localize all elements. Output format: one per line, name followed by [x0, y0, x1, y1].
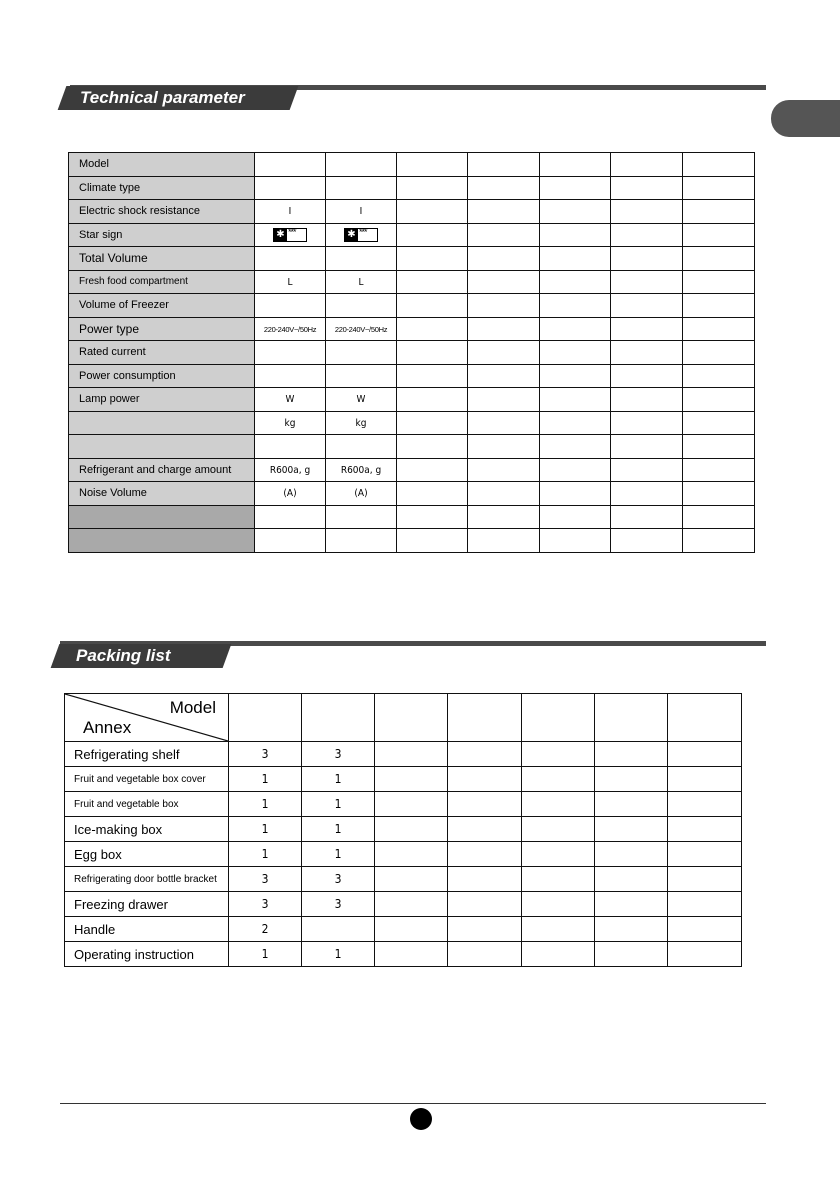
tech-empty-cell — [540, 505, 611, 529]
tech-value-cell — [255, 294, 326, 318]
tech-row-label — [69, 411, 255, 435]
tech-value-cell — [326, 341, 397, 365]
tech-empty-cell — [611, 435, 683, 459]
packing-quantity-cell: 1 — [302, 817, 375, 842]
packing-item-label: Handle — [65, 917, 229, 942]
tech-value-text: (A) — [283, 488, 297, 500]
packing-quantity-cell: 1 — [229, 842, 302, 867]
tech-empty-cell — [397, 223, 468, 247]
tech-value-cell — [255, 458, 326, 482]
packing-empty-cell — [375, 842, 448, 867]
tech-value-cell — [255, 388, 326, 412]
tech-empty-cell — [540, 294, 611, 318]
tech-empty-cell — [468, 223, 540, 247]
tech-empty-cell — [611, 529, 683, 553]
packing-quantity-cell: 2 — [229, 917, 302, 942]
tech-row — [69, 435, 755, 459]
packing-empty-cell — [595, 942, 668, 967]
packing-row — [65, 842, 742, 867]
tech-empty-cell — [397, 200, 468, 224]
tech-value-cell — [326, 482, 397, 506]
packing-empty-cell — [595, 792, 668, 817]
model-annex-header-cell — [65, 694, 229, 742]
tech-empty-cell — [683, 200, 755, 224]
tech-value-text: kg — [284, 417, 296, 429]
tech-empty-cell — [397, 505, 468, 529]
tech-row — [69, 411, 755, 435]
packing-empty-cell — [522, 942, 595, 967]
tech-empty-cell — [683, 317, 755, 341]
tech-row — [69, 482, 755, 506]
tech-value-cell — [326, 247, 397, 271]
packing-row — [65, 892, 742, 917]
tech-row — [69, 529, 755, 553]
packing-header-cell — [448, 694, 522, 742]
tech-value-cell — [326, 153, 397, 177]
packing-quantity-cell: 3 — [302, 742, 375, 767]
tech-empty-cell — [683, 153, 755, 177]
packing-empty-cell — [448, 817, 522, 842]
tech-empty-cell — [683, 270, 755, 294]
tech-empty-cell — [611, 200, 683, 224]
tech-empty-cell — [540, 388, 611, 412]
tech-value-cell — [255, 153, 326, 177]
tech-empty-cell — [397, 317, 468, 341]
packing-empty-cell — [595, 867, 668, 892]
packing-header-cell — [229, 694, 302, 742]
tech-value-cell — [326, 458, 397, 482]
packing-empty-cell — [375, 867, 448, 892]
tech-value-cell — [255, 529, 326, 553]
tech-empty-cell — [683, 176, 755, 200]
tech-empty-cell — [683, 223, 755, 247]
tech-row — [69, 200, 755, 224]
tech-row — [69, 153, 755, 177]
tech-value-text: W — [285, 394, 295, 406]
packing-quantity-cell: 1 — [302, 767, 375, 792]
packing-row — [65, 917, 742, 942]
tech-empty-cell — [468, 341, 540, 365]
tech-value-cell — [255, 176, 326, 200]
packing-empty-cell — [668, 942, 742, 967]
tech-value-cell — [255, 270, 326, 294]
tech-empty-cell — [540, 317, 611, 341]
technical-title: Technical parameter — [80, 88, 245, 107]
tech-row — [69, 270, 755, 294]
packing-item-label: Ice-making box — [65, 817, 229, 842]
tech-empty-cell — [611, 505, 683, 529]
tech-value-cell — [255, 200, 326, 224]
tech-value-cell — [255, 341, 326, 365]
tech-empty-cell — [540, 153, 611, 177]
tech-empty-cell — [683, 364, 755, 388]
tech-row — [69, 388, 755, 412]
packing-quantity-cell: 1 — [229, 942, 302, 967]
tech-empty-cell — [611, 176, 683, 200]
tech-empty-cell — [468, 529, 540, 553]
tech-row — [69, 458, 755, 482]
packing-quantity-cell: 3 — [302, 867, 375, 892]
tech-empty-cell — [611, 153, 683, 177]
tech-empty-cell — [540, 223, 611, 247]
tech-row — [69, 223, 755, 247]
packing-quantity-cell: 3 — [229, 892, 302, 917]
packing-quantity-cell — [302, 917, 375, 942]
packing-empty-cell — [448, 842, 522, 867]
tech-empty-cell — [683, 435, 755, 459]
tech-row — [69, 247, 755, 271]
packing-item-label: Fruit and vegetable box — [65, 792, 229, 817]
tech-value-cell — [255, 364, 326, 388]
tech-empty-cell — [468, 411, 540, 435]
tech-empty-cell — [683, 458, 755, 482]
packing-empty-cell — [522, 792, 595, 817]
snowflake-icon: ✱ — [274, 229, 287, 241]
packing-empty-cell — [668, 842, 742, 867]
tech-row-label: Power consumption — [69, 364, 255, 388]
tech-empty-cell — [468, 200, 540, 224]
packing-empty-cell — [668, 742, 742, 767]
tech-empty-cell — [468, 505, 540, 529]
tech-empty-cell — [611, 411, 683, 435]
packing-empty-cell — [595, 842, 668, 867]
packing-header-cell — [595, 694, 668, 742]
tech-empty-cell — [397, 341, 468, 365]
tech-empty-cell — [611, 482, 683, 506]
tech-empty-cell — [683, 341, 755, 365]
tech-value-cell — [326, 270, 397, 294]
packing-item-label: Refrigerating shelf — [65, 742, 229, 767]
packing-empty-cell — [595, 892, 668, 917]
tech-empty-cell — [397, 435, 468, 459]
tech-empty-cell — [540, 411, 611, 435]
tech-value-text: I — [288, 206, 292, 218]
packing-empty-cell — [522, 892, 595, 917]
packing-item-label: Freezing drawer — [65, 892, 229, 917]
snowflake-icon: ✱ — [345, 229, 358, 241]
packing-header-cell — [522, 694, 595, 742]
packing-title: Packing list — [76, 646, 171, 665]
tech-row-label: Star sign — [69, 223, 255, 247]
packing-quantity-cell: 1 — [229, 817, 302, 842]
packing-item-label: Egg box — [65, 842, 229, 867]
tech-value-cell — [255, 435, 326, 459]
packing-item-label: Fruit and vegetable box cover — [65, 767, 229, 792]
tech-empty-cell — [468, 482, 540, 506]
packing-empty-cell — [448, 792, 522, 817]
packing-empty-cell — [448, 742, 522, 767]
packing-empty-cell — [522, 867, 595, 892]
packing-empty-cell — [595, 767, 668, 792]
tech-row-label: Noise Volume — [69, 482, 255, 506]
packing-empty-cell — [595, 917, 668, 942]
packing-row — [65, 867, 742, 892]
packing-empty-cell — [522, 767, 595, 792]
packing-quantity-cell: 1 — [302, 792, 375, 817]
tech-value-cell — [255, 482, 326, 506]
tech-empty-cell — [397, 294, 468, 318]
tech-value-cell — [255, 223, 326, 247]
tech-value-text: R600a, g — [269, 464, 311, 476]
packing-empty-cell — [375, 892, 448, 917]
tech-row-label: Lamp power — [69, 388, 255, 412]
tech-row — [69, 364, 755, 388]
packing-empty-cell — [522, 742, 595, 767]
tech-empty-cell — [397, 247, 468, 271]
tech-value-cell — [326, 435, 397, 459]
tech-row-label — [69, 529, 255, 553]
packing-empty-cell — [448, 942, 522, 967]
tech-value-text: kg — [355, 417, 367, 429]
tech-empty-cell — [611, 458, 683, 482]
packing-empty-cell — [375, 942, 448, 967]
tech-empty-cell — [611, 294, 683, 318]
tech-row-label — [69, 435, 255, 459]
packing-empty-cell — [375, 742, 448, 767]
tech-row-label — [69, 505, 255, 529]
tech-row-label: Power type — [69, 317, 255, 341]
tech-value-cell — [255, 505, 326, 529]
tech-empty-cell — [540, 364, 611, 388]
packing-quantity-cell: 3 — [229, 867, 302, 892]
tech-value-cell — [326, 364, 397, 388]
tech-empty-cell — [468, 388, 540, 412]
tech-value-cell — [326, 505, 397, 529]
packing-row — [65, 792, 742, 817]
packing-empty-cell — [448, 767, 522, 792]
annex-header-label: Annex — [83, 718, 132, 737]
tech-empty-cell — [397, 482, 468, 506]
tech-value-cell — [326, 529, 397, 553]
page-number-dot — [410, 1108, 432, 1130]
tech-empty-cell — [540, 200, 611, 224]
packing-row — [65, 742, 742, 767]
tech-empty-cell — [397, 411, 468, 435]
packing-empty-cell — [668, 917, 742, 942]
tech-empty-cell — [611, 270, 683, 294]
packing-empty-cell — [375, 767, 448, 792]
tech-value-text: L — [358, 276, 364, 288]
tech-row — [69, 176, 755, 200]
packing-empty-cell — [448, 867, 522, 892]
packing-quantity-cell: 1 — [229, 767, 302, 792]
tech-empty-cell — [683, 247, 755, 271]
tech-empty-cell — [611, 364, 683, 388]
packing-empty-cell — [595, 817, 668, 842]
tech-row — [69, 341, 755, 365]
tech-row — [69, 294, 755, 318]
technical-parameter-table — [68, 152, 755, 553]
tech-value-cell — [326, 388, 397, 412]
tech-value-text: 220-240V~/50Hz — [334, 324, 388, 334]
tech-empty-cell — [468, 317, 540, 341]
tech-value-cell — [326, 176, 397, 200]
tech-empty-cell — [397, 270, 468, 294]
tech-empty-cell — [468, 294, 540, 318]
tech-empty-cell — [468, 270, 540, 294]
rating-stars: *** — [288, 226, 296, 237]
tech-empty-cell — [468, 153, 540, 177]
tech-empty-cell — [468, 458, 540, 482]
tech-row-label: Climate type — [69, 176, 255, 200]
packing-quantity-cell: 3 — [229, 742, 302, 767]
tech-value-text: L — [287, 276, 293, 288]
packing-empty-cell — [522, 842, 595, 867]
packing-empty-cell — [522, 917, 595, 942]
tech-value-cell — [326, 200, 397, 224]
tech-empty-cell — [611, 247, 683, 271]
tech-empty-cell — [611, 223, 683, 247]
tech-empty-cell — [397, 388, 468, 412]
packing-quantity-cell: 1 — [302, 842, 375, 867]
tech-empty-cell — [683, 482, 755, 506]
packing-item-label: Refrigerating door bottle bracket — [65, 867, 229, 892]
tech-empty-cell — [397, 153, 468, 177]
tech-empty-cell — [540, 482, 611, 506]
tech-row — [69, 317, 755, 341]
packing-quantity-cell: 3 — [302, 892, 375, 917]
tech-value-cell — [326, 223, 397, 247]
packing-empty-cell — [522, 817, 595, 842]
freezer-star-rating-icon — [273, 228, 307, 242]
packing-empty-cell — [668, 867, 742, 892]
tech-empty-cell — [397, 529, 468, 553]
tech-row-label: Fresh food compartment — [69, 270, 255, 294]
tech-row-label: Model — [69, 153, 255, 177]
tech-value-cell — [255, 411, 326, 435]
packing-header-cell — [375, 694, 448, 742]
packing-empty-cell — [595, 742, 668, 767]
tech-empty-cell — [540, 270, 611, 294]
packing-header-row — [65, 694, 742, 742]
packing-empty-cell — [375, 917, 448, 942]
packing-empty-cell — [668, 767, 742, 792]
tech-empty-cell — [540, 458, 611, 482]
tech-empty-cell — [683, 505, 755, 529]
rating-stars: *** — [359, 226, 367, 237]
packing-empty-cell — [375, 792, 448, 817]
tech-value-text: 220-240V~/50Hz — [263, 324, 317, 334]
tech-value-text: (A) — [354, 488, 368, 500]
packing-row — [65, 942, 742, 967]
tech-row-label: Total Volume — [69, 247, 255, 271]
tech-empty-cell — [611, 388, 683, 412]
tech-empty-cell — [397, 176, 468, 200]
packing-empty-cell — [668, 817, 742, 842]
packing-header-cell — [302, 694, 375, 742]
packing-list-table — [64, 693, 742, 967]
tech-value-cell — [326, 294, 397, 318]
tech-empty-cell — [540, 176, 611, 200]
tech-row-label: Electric shock resistance — [69, 200, 255, 224]
tech-empty-cell — [683, 294, 755, 318]
tech-empty-cell — [611, 317, 683, 341]
packing-quantity-cell: 1 — [229, 792, 302, 817]
tech-empty-cell — [468, 176, 540, 200]
packing-empty-cell — [375, 817, 448, 842]
tech-value-cell — [326, 411, 397, 435]
tech-empty-cell — [683, 388, 755, 412]
packing-row — [65, 817, 742, 842]
tech-row — [69, 505, 755, 529]
tech-empty-cell — [611, 341, 683, 365]
tech-empty-cell — [540, 529, 611, 553]
tech-empty-cell — [468, 247, 540, 271]
tech-value-cell — [255, 247, 326, 271]
tech-row-label: Refrigerant and charge amount — [69, 458, 255, 482]
tech-empty-cell — [683, 411, 755, 435]
packing-empty-cell — [448, 892, 522, 917]
packing-empty-cell — [668, 892, 742, 917]
chapter-tab — [771, 100, 840, 137]
freezer-star-rating-icon — [344, 228, 378, 242]
tech-empty-cell — [683, 529, 755, 553]
tech-row-label: Volume of Freezer — [69, 294, 255, 318]
packing-quantity-cell: 1 — [302, 942, 375, 967]
tech-empty-cell — [468, 364, 540, 388]
footer-rule — [60, 1103, 766, 1104]
tech-row-label: Rated current — [69, 341, 255, 365]
tech-empty-cell — [397, 364, 468, 388]
tech-value-cell — [255, 317, 326, 341]
tech-empty-cell — [397, 458, 468, 482]
tech-value-text: W — [356, 394, 366, 406]
tech-empty-cell — [468, 435, 540, 459]
tech-value-cell — [326, 317, 397, 341]
packing-row — [65, 767, 742, 792]
tech-empty-cell — [540, 435, 611, 459]
tech-empty-cell — [540, 341, 611, 365]
tech-empty-cell — [540, 247, 611, 271]
packing-empty-cell — [668, 792, 742, 817]
tech-value-text: R600a, g — [340, 464, 382, 476]
packing-item-label: Operating instruction — [65, 942, 229, 967]
packing-header-cell — [668, 694, 742, 742]
tech-value-text: I — [359, 206, 363, 218]
packing-empty-cell — [448, 917, 522, 942]
model-header-label: Model — [169, 698, 216, 717]
